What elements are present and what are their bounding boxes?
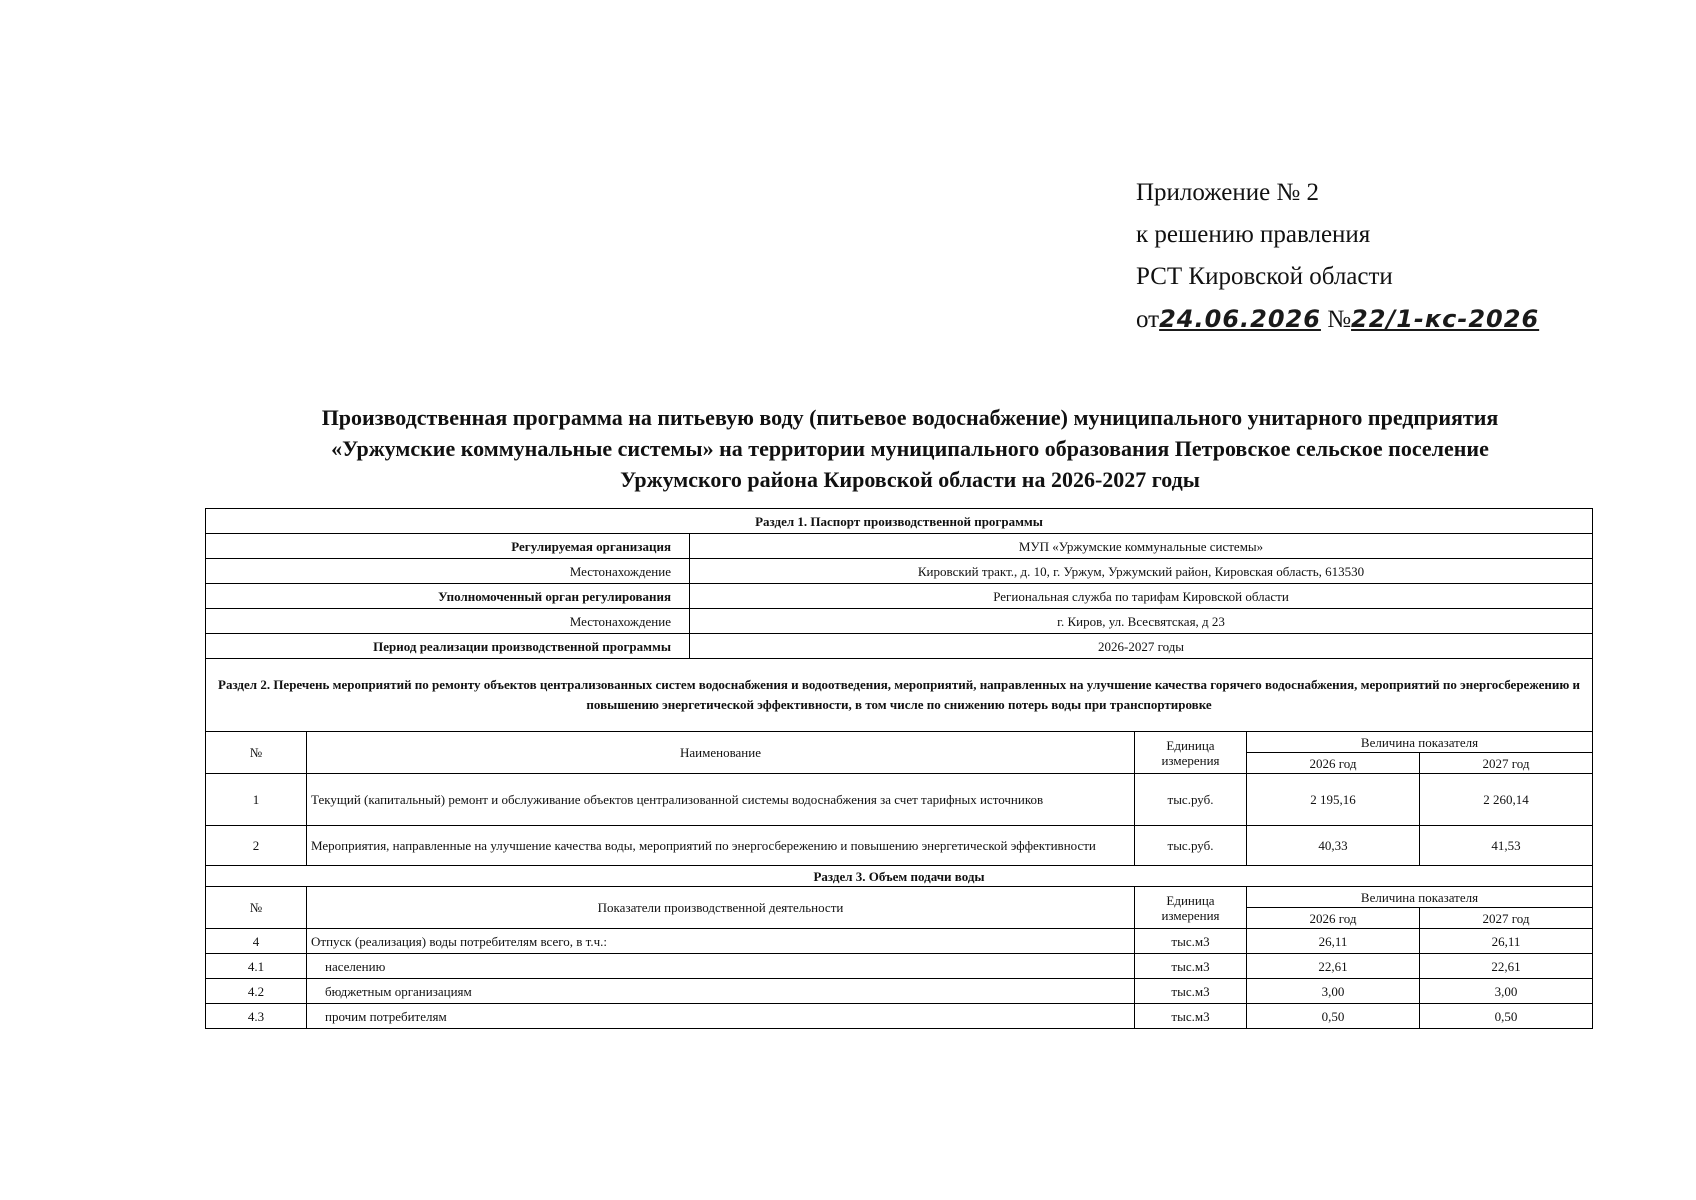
passport-row	[206, 609, 1593, 634]
row-number: 2	[206, 826, 307, 866]
row-number: 4.3	[206, 1004, 307, 1029]
col-2026-header: 2026 год	[1247, 908, 1420, 929]
program-table	[205, 508, 1593, 1029]
from-prefix: от	[1136, 306, 1160, 333]
row-name: населению	[307, 954, 1135, 979]
passport-row	[206, 559, 1593, 584]
document-title	[210, 402, 1610, 495]
row-name: Отпуск (реализация) воды потребителям всего, в т.ч.:	[307, 929, 1135, 954]
row-number: 1	[206, 774, 307, 826]
table-row	[206, 954, 1593, 979]
row-value-2026: 26,11	[1247, 929, 1420, 954]
row-name: Мероприятия, направленные на улучшение качества воды, мероприятий по энергосбережению и повышению энергетической эффективности	[307, 826, 1135, 866]
passport-value: г. Киров, ул. Всесвятская, д 23	[690, 609, 1593, 634]
passport-label: Уполномоченный орган регулирования	[206, 584, 690, 609]
row-name: Текущий (капитальный) ремонт и обслуживание объектов централизованной системы водоснабжения за счет тарифных источников	[307, 774, 1135, 826]
row-value-2026: 0,50	[1247, 1004, 1420, 1029]
row-value-2027: 3,00	[1420, 979, 1593, 1004]
col-2026-header: 2026 год	[1247, 753, 1420, 774]
section2-heading: Раздел 2. Перечень мероприятий по ремонту объектов централизованных систем водоснабжения и водоотведения, мероприятий, направленных на улучшение качества горячего водоснабжения, мероприятий по энергосбережению и повышению энергетической эффективности, в том числе по снижению потерь воды при транспортировке	[206, 659, 1593, 732]
appendix-decision: к решению правления	[1136, 221, 1371, 248]
title-line-1: Производственная программа на питьевую воду (питьевое водоснабжение) муниципального унитарного предприятия	[321, 405, 1499, 430]
table-row	[206, 826, 1593, 866]
row-value-2026: 2 195,16	[1247, 774, 1420, 826]
row-value-2027: 26,11	[1420, 929, 1593, 954]
passport-row	[206, 584, 1593, 609]
passport-row	[206, 534, 1593, 559]
col-value-header: Величина показателя	[1247, 887, 1593, 908]
passport-value: 2026-2027 годы	[690, 634, 1593, 659]
col-value-header: Величина показателя	[1247, 732, 1593, 753]
passport-value: Региональная служба по тарифам Кировской области	[690, 584, 1593, 609]
col-name-header: Показатели производственной деятельности	[307, 887, 1135, 929]
col-number-header: №	[206, 887, 307, 929]
row-value-2027: 41,53	[1420, 826, 1593, 866]
passport-label: Регулируемая организация	[206, 534, 690, 559]
row-value-2026: 22,61	[1247, 954, 1420, 979]
row-value-2027: 2 260,14	[1420, 774, 1593, 826]
passport-label: Местонахождение	[206, 559, 690, 584]
passport-value: МУП «Уржумские коммунальные системы»	[690, 534, 1593, 559]
row-unit: тыс.руб.	[1135, 826, 1247, 866]
passport-value: Кировский тракт., д. 10, г. Уржум, Уржумский район, Кировская область, 613530	[690, 559, 1593, 584]
row-number: 4.1	[206, 954, 307, 979]
passport-row	[206, 634, 1593, 659]
handwritten-number: 22/1-кс-2026	[1351, 305, 1540, 333]
row-value-2027: 22,61	[1420, 954, 1593, 979]
title-line-3: Уржумского района Кировской области на 2026-2027 годы	[620, 467, 1200, 492]
table-row	[206, 774, 1593, 826]
col-2027-header: 2027 год	[1420, 753, 1593, 774]
title-line-2: «Уржумские коммунальные системы» на территории муниципального образования Петровское сельское поселение	[331, 436, 1489, 461]
appendix-authority: РСТ Кировской области	[1136, 263, 1393, 290]
passport-label: Период реализации производственной программы	[206, 634, 690, 659]
row-unit: тыс.м3	[1135, 1004, 1247, 1029]
row-name: прочим потребителям	[307, 1004, 1135, 1029]
row-unit: тыс.м3	[1135, 954, 1247, 979]
row-unit: тыс.м3	[1135, 979, 1247, 1004]
table-row	[206, 929, 1593, 954]
col-2027-header: 2027 год	[1420, 908, 1593, 929]
row-value-2026: 3,00	[1247, 979, 1420, 1004]
row-value-2026: 40,33	[1247, 826, 1420, 866]
handwritten-date: 24.06.2026	[1159, 305, 1321, 333]
passport-label: Местонахождение	[206, 609, 690, 634]
table-row	[206, 979, 1593, 1004]
row-number: 4	[206, 929, 307, 954]
table-row	[206, 1004, 1593, 1029]
appendix-number: Приложение № 2	[1136, 179, 1320, 206]
number-prefix: №	[1327, 306, 1352, 333]
row-name: бюджетным организациям	[307, 979, 1135, 1004]
section3-heading: Раздел 3. Объем подачи воды	[206, 866, 1593, 887]
col-unit-header: Единица измерения	[1135, 732, 1247, 774]
col-number-header: №	[206, 732, 307, 774]
row-unit: тыс.м3	[1135, 929, 1247, 954]
section1-heading: Раздел 1. Паспорт производственной программы	[206, 509, 1593, 534]
appendix-header	[1136, 172, 1539, 341]
appendix-date-line	[1136, 298, 1539, 341]
row-number: 4.2	[206, 979, 307, 1004]
row-value-2027: 0,50	[1420, 1004, 1593, 1029]
col-name-header: Наименование	[307, 732, 1135, 774]
row-unit: тыс.руб.	[1135, 774, 1247, 826]
col-unit-header: Единица измерения	[1135, 887, 1247, 929]
